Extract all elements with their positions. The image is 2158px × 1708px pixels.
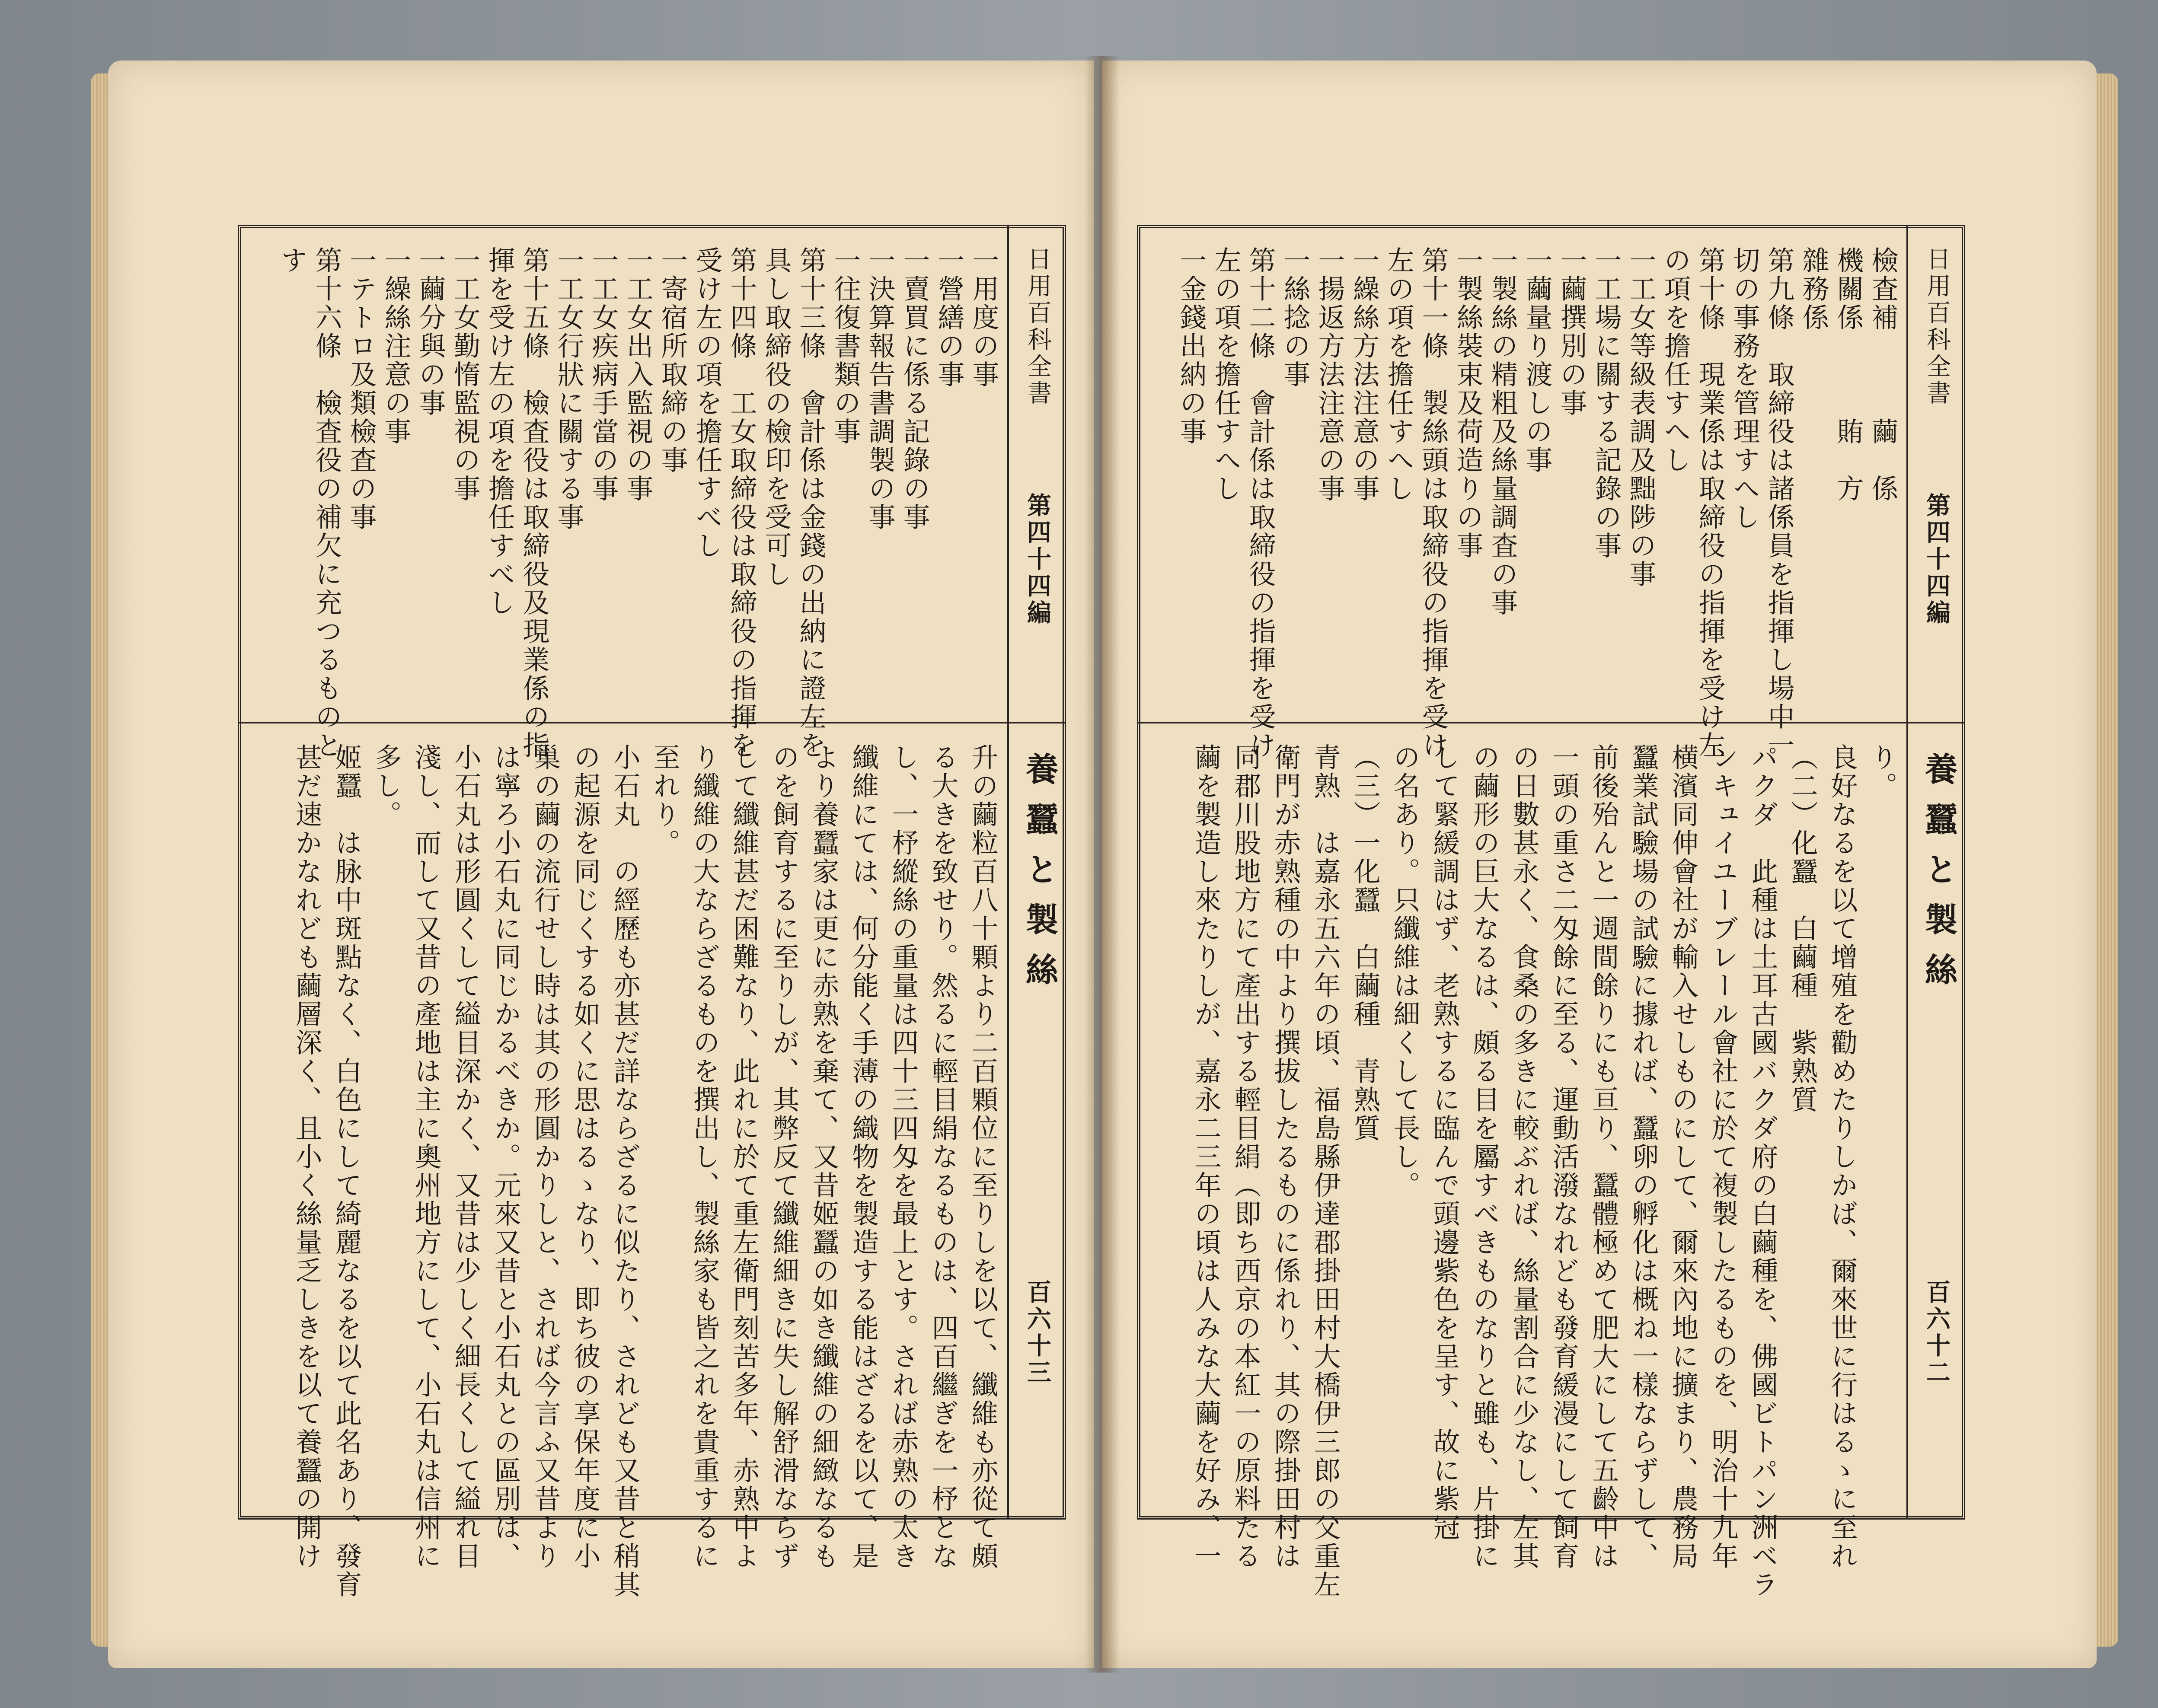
text-column: 一製絲裝束及荷造りの事 (1452, 246, 1484, 560)
text-column: 一工場に關する記錄の事 (1590, 246, 1622, 560)
text-column: 一繰絲注意の事 (380, 246, 412, 446)
right-section-title: 養蠶と製絲 (1919, 752, 1958, 1003)
text-column: パクダ 此種は土耳古國バクダ府の白繭種を、佛國ビトパン洲ベラ (1747, 743, 1778, 1599)
text-column: の項を擔任すへし (1660, 246, 1691, 475)
text-column: 良好なるを以て增殖を勸めたりしかば、爾來世に行はるゝに至れ (1826, 743, 1858, 1571)
text-column: は寧ろ小石丸に同じかるべきか。元來又昔と小石丸との區別は、 (490, 743, 521, 1571)
text-column: 一賣買に係る記錄の事 (899, 246, 930, 532)
text-column: 第十五條 檢査役は取締役及現業係の指 (518, 246, 550, 760)
text-column: ンキュイユーブレール會社に於て複製したるものを、明治十九年 (1707, 743, 1739, 1571)
text-column: のを飼育するに至りしが、其弊反て纖維細きに失し解舒滑ならず (768, 743, 800, 1571)
text-column: 一金錢出納の事 (1175, 246, 1207, 446)
text-column: る大きを致せり。然るに輕目絹なるものは、四百繼ぎを一杼とな (927, 743, 959, 1571)
text-column: 切の事務を管理すへし (1729, 246, 1760, 532)
text-column: 第十三條 會計係は金錢の出納に證左を (795, 246, 827, 760)
text-column: 一製絲の精粗及絲量調査の事 (1487, 246, 1518, 617)
text-column: 一工女行狀に關する事 (553, 246, 584, 532)
text-column: （二）化蠶 白繭種 紫熟質 (1787, 743, 1818, 1114)
text-column: 檢査補 繭 係 (1867, 246, 1899, 503)
text-column: 左の項を擔任すへし (1210, 246, 1242, 503)
text-column: 受け左の項を擔任すべし (691, 246, 723, 560)
text-column: 一揚返方法注意の事 (1314, 246, 1345, 503)
right-page (1102, 61, 2097, 1668)
text-column: 青熟 は嘉永五六年の頃、福島縣伊達郡掛田村大橋伊三郎の父重左 (1309, 743, 1341, 1599)
left-volume: 第四十四編 (1023, 493, 1052, 627)
text-column: 一往復書類の事 (830, 246, 861, 446)
left-page (108, 61, 1094, 1668)
text-column: 一寄宿所取締の事 (657, 246, 688, 475)
text-column: 揮を受け左の項を擔任すべし (484, 246, 515, 617)
text-column: 小石丸は形圓くして縊目深かく、又昔は少しく細長くして縊れ目 (450, 743, 482, 1571)
text-column: 前後殆んと一週間餘りにも亘り、蠶體極めて肥大にして五齡中は (1588, 743, 1619, 1571)
text-column: の名あり。只纖維は細くして長し。 (1389, 743, 1421, 1200)
text-column: の日數甚永く、食桑の多きに較ぶれば、絲量割合に少なし、左其 (1508, 743, 1540, 1571)
text-column: 第十一條 製絲頭は取締役の指揮を受け (1417, 246, 1449, 760)
text-column: 多し。 (370, 743, 402, 829)
text-column: り。 (1866, 743, 1898, 800)
text-column: 一工女出入監視の事 (622, 246, 654, 503)
text-column: 横濱同伸會社が輸入せしものにして、爾來內地に擴まり、農務局 (1667, 743, 1699, 1571)
left-page-head-rule (1007, 225, 1009, 1520)
text-column: 纖維にては、何分能く手薄の織物を製造する能はざるを以て、是 (848, 743, 879, 1571)
text-column: 一繭分與の事 (415, 246, 446, 417)
text-column: の繭形の巨大なるは、頗る目を屬すべきものなりと雖も、片掛に (1468, 743, 1500, 1571)
book-gutter (1085, 56, 1120, 1673)
text-column: 一テトロ及類檢査の事 (345, 246, 377, 532)
text-column: 同郡川股地方にて產出する輕目絹（即ち西京の本紅一の原料たる (1230, 743, 1261, 1571)
text-column: 甚だ速かなれども繭層深く、且小く絲量乏しきを以て養蠶の開け (291, 743, 322, 1571)
text-column: 第十二條 會計係は取締役の指揮を受け (1245, 246, 1276, 760)
text-column: 一決算報告書調製の事 (864, 246, 896, 532)
text-column: 姬蠶 は脉中斑點なく、白色にして綺麗なるを以て此名あり、發育 (331, 743, 362, 1599)
right-running-head: 日用百科全書 (1923, 246, 1951, 407)
right-page-number: 百六十二 (1922, 1279, 1951, 1386)
text-column: して纖維甚だ困難なり、此れに於て重左衛門刻苦多年、赤熟中よ (728, 743, 760, 1571)
text-column: 左の項を擔任すへし (1383, 246, 1414, 503)
text-column: 繭を製造し來たりしが、嘉永二三年の頃は人みな大繭を好み、一 (1190, 743, 1222, 1571)
text-column: 一繭撰別の事 (1556, 246, 1587, 417)
text-column: 第十六條 檢査役の補欠に充つるものと (311, 246, 342, 760)
text-column: す (276, 246, 308, 275)
text-column: 一工女等級表調及黜陟の事 (1625, 246, 1657, 589)
text-column: 機關係 賄 方 (1832, 246, 1864, 503)
text-column: 小石丸 の經歷も亦甚だ詳ならざるに似たり、されども又昔と稍其 (609, 743, 641, 1599)
left-page-divider (238, 722, 1066, 723)
text-column: 衛門が赤熟種の中より撰拔したるものに係れり、其の際掛田村は (1270, 743, 1301, 1571)
text-column: 巢の繭の流行せし時は其の形圓かりしと、されば今言ふ又昔より (530, 743, 561, 1571)
text-column: 一工女疾病手當の事 (587, 246, 619, 503)
left-running-head: 日用百科全書 (1024, 246, 1052, 407)
text-column: 具し取締役の檢印を受可し (760, 246, 792, 589)
text-column: 升の繭粒百八十顆より二百顆位に至りしを以て、纖維も亦從て頗 (967, 743, 999, 1571)
text-column: 一繭量り渡しの事 (1521, 246, 1553, 475)
open-book (108, 48, 2097, 1690)
left-page-number: 百六十三 (1023, 1279, 1052, 1386)
text-column: 第十條 現業係は取締役の指揮を受け左 (1694, 246, 1726, 760)
text-column: し、一杼縱絲の重量は四十三四匁を最上とす。されば赤熟の太き (887, 743, 919, 1571)
text-column: 淺し、而して又昔の產地は主に奧州地方にして、小石丸は信州に (410, 743, 442, 1571)
text-column: 一繰絲方法注意の事 (1348, 246, 1380, 503)
text-column: より養蠶家は更に赤熟を棄て、又昔姬蠶の如き纖維の細緻なるも (808, 743, 840, 1571)
text-column: 一工女勤惰監視の事 (449, 246, 481, 503)
text-column: 一頭の重さ二匁餘に至る、運動活潑なれども發育緩漫にして飼育 (1548, 743, 1580, 1571)
right-page-head-rule (1906, 225, 1908, 1520)
text-column: 雜務係 (1798, 246, 1829, 332)
text-column: 一用度の事 (968, 246, 999, 389)
text-column: り纖維の大ならざるものを撰出し、製絲家も皆之れを貴重するに (689, 743, 720, 1571)
text-column: 一絲捻の事 (1279, 246, 1311, 389)
right-volume: 第四十四編 (1922, 493, 1951, 627)
text-column: して緊緩調はず、老熟するに臨んで頭邊紫色を呈す、故に紫冠 (1429, 743, 1460, 1542)
text-column: （三）一化蠶 白繭種 青熟質 (1349, 743, 1381, 1143)
left-section-title: 養蠶と製絲 (1020, 752, 1059, 1003)
text-column: 蠶業試驗場の試驗に據れば、蠶卵の孵化は概ね一樣ならずして、 (1628, 743, 1659, 1571)
text-column: 第十四條 工女取締役は取締役の指揮を (726, 246, 757, 760)
text-column: 第九條 取締役は諸係員を指揮し場中一 (1763, 246, 1795, 760)
text-column: の起源を同じくする如くに思はるゝなり、即ち彼の享保年度に小 (569, 743, 601, 1571)
text-column: 一營繕の事 (933, 246, 965, 389)
text-column: 至れり。 (649, 743, 680, 857)
